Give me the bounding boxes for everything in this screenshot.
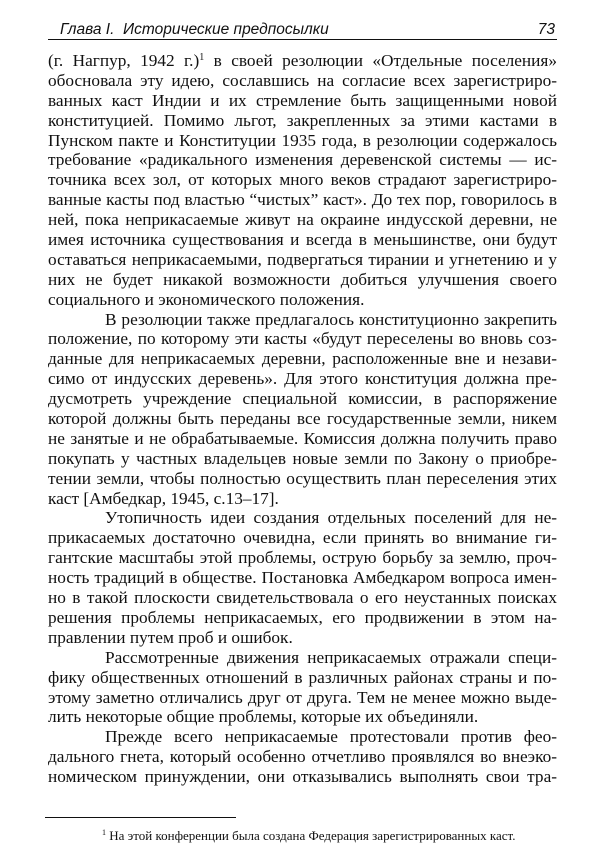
text-line: тении земли, чтобы полностью осуществить план переселения этих <box>48 468 557 488</box>
text-line: данные для неприкасаемых деревни, расположенные вне и незави- <box>48 349 557 369</box>
page-number: 73 <box>537 21 555 38</box>
text-line: ней, пока неприкасаемые живут на окраине индусской деревни, не <box>48 210 557 230</box>
text-line <box>48 51 557 71</box>
text-line: симо от индусских деревень». Для этого конституция должна пре- <box>48 369 557 389</box>
text-line: фику общественных отношений в различных районах страны и по- <box>48 667 557 687</box>
text-line: правлении путем проб и ошибок. <box>48 627 293 647</box>
paragraph-first-line: В резолюции также предлагалось конституционно закрепить <box>105 309 557 329</box>
text-line: обосновала эту идею, сославшись на согласие всех зарегистриро- <box>48 70 557 90</box>
paragraph-first-line: Утопичность идеи создания отдельных поселений для не- <box>105 508 557 528</box>
text-line: дального гнета, который особенно отчетливо проявлялся во внеэко- <box>48 747 557 767</box>
paragraph-first-line: Рассмотренные движения неприкасаемых отражали специ- <box>105 647 557 667</box>
footnote-mark: 1 <box>102 828 106 837</box>
text-line: имея источника существования и всегда в меньшинстве, они будут <box>48 230 557 250</box>
text-line: конституцией. Помимо льгот, закрепленных за этими кастами в <box>48 110 557 130</box>
text-line: требование «радикального изменения деревенской системы — ис- <box>48 150 557 170</box>
text-line: прикасаемых достаточно очевидна, если принять во внимание ги- <box>48 528 557 548</box>
text-line: ность традиций в обществе. Постановка Амбедкаром вопроса имен- <box>48 568 557 588</box>
text-line: каст [Амбедкар, 1945, с.13–17]. <box>48 488 279 508</box>
text-line: оставаться неприкасаемыми, подвергаться тирании и угнетению и у <box>48 249 557 269</box>
chapter-title: Глава I. Исторические предпосылки <box>60 21 329 38</box>
body-text <box>48 51 557 787</box>
text-line: которой должны быть переданы все государственные земли, никем <box>48 409 557 429</box>
text-fragment: (г. Нагпур, 1942 г.) <box>48 51 200 70</box>
text-line: номическом принуждении, они отказывались выполнять свои тра- <box>48 767 557 787</box>
footnote <box>102 827 515 845</box>
text-line: точника всех зол, от которых много веков страдают зарегистриро- <box>48 170 557 190</box>
text-line: ванные касты под властью “чистых” каст». До тех пор, говорилось в <box>48 190 557 210</box>
text-line: дусмотреть учреждение специальной комиссии, в распоряжение <box>48 389 557 409</box>
text-line: но в такой плоскости свидетельствовала о его неустанных поисках <box>48 588 557 608</box>
text-line: социального и экономического положения. <box>48 289 365 309</box>
text-line: этому заметно отличались друг от друга. Тем не менее можно выде- <box>48 687 557 707</box>
footnote-separator <box>45 817 236 818</box>
text-line: покупать у частных владельцев новые земли по Закону о приобре- <box>48 448 557 468</box>
footnote-reference[interactable]: 1 <box>199 52 205 63</box>
text-line: гантские масштабы этой проблемы, острую борьбу за землю, проч- <box>48 548 557 568</box>
text-line: ванных каст Индии и их стремление быть защищенными новой <box>48 90 557 110</box>
text-line: положение, по которому эти касты «будут переселены во вновь соз- <box>48 329 557 349</box>
text-fragment: в своей резолюции «Отдельные поселения» <box>204 51 558 70</box>
footnote-text: На этой конференции была создана Федерация зарегистрированных каст. <box>106 828 516 843</box>
text-line: Пунском пакте и Конституции 1935 года, в резолюции содержалось <box>48 130 557 150</box>
text-line: них не будет никакой возможности добиться улучшения своего <box>48 269 557 289</box>
text-line: не занятые и не обрабатываемые. Комиссия должна получить право <box>48 428 557 448</box>
running-header <box>48 20 557 40</box>
paragraph-first-line: Прежде всего неприкасаемые протестовали против фео- <box>105 727 557 747</box>
text-line: лить некоторые общие проблемы, которые их объединяли. <box>48 707 479 727</box>
text-line: решения проблемы неприкасаемых, его продвижении в этом на- <box>48 607 557 627</box>
